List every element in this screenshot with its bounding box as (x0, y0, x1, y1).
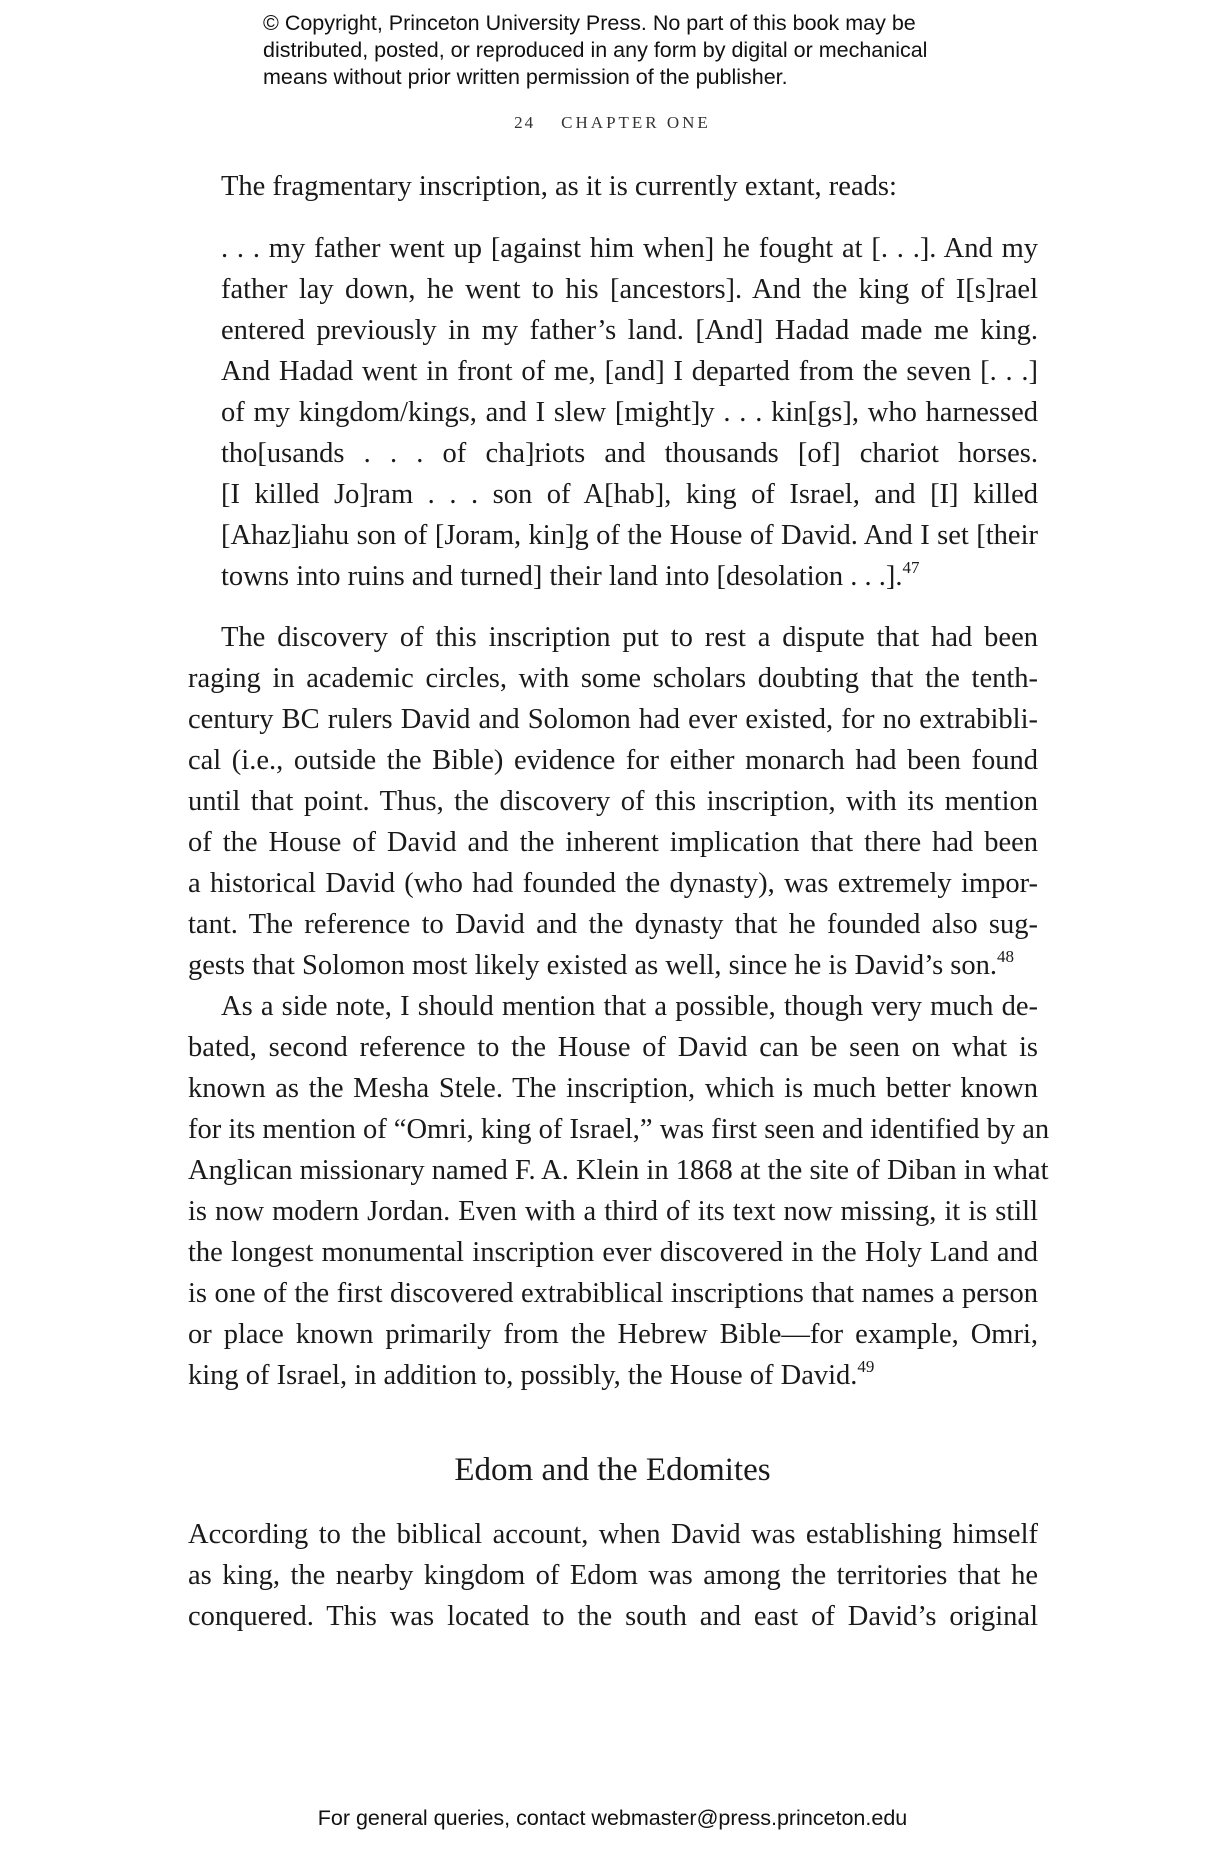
para-line: for its mention of “Omri, king of Israel,” was first seen and identified by an (188, 1114, 1050, 1145)
para-line: as king, the nearby kingdom of Edom was among the territories that he (188, 1560, 1038, 1591)
quote-line: [Ahaz]iahu son of [Joram, kin]g of the House of David. And I set [their (221, 520, 1038, 551)
para-line: raging in academic circles, with some scholars doubting that the tenth- (188, 663, 1038, 694)
quote-line: of my kingdom/kings, and I slew [might]y . . . kin[gs], who harnessed (221, 397, 1038, 428)
quote-line: [I killed Jo]ram . . . son of A[hab], king of Israel, and [I] killed (221, 479, 1038, 510)
para-line: cal (i.e., outside the Bible) evidence for either monarch had been found (188, 745, 1038, 776)
para-line: conquered. This was located to the south and east of David’s original (188, 1601, 1038, 1632)
copyright-line: © Copyright, Princeton University Press. No part of this book may be (263, 11, 916, 35)
para-line: Anglican missionary named F. A. Klein in 1868 at the site of Diban in what (188, 1155, 1049, 1186)
para-line: or place known primarily from the Hebrew Bible—for example, Omri, (188, 1319, 1038, 1350)
para-line: known as the Mesha Stele. The inscription, which is much better known (188, 1073, 1038, 1104)
quote-line: . . . my father went up [against him when] he fought at [. . .]. And my (221, 233, 1038, 264)
para-line: bated, second reference to the House of David can be seen on what is (188, 1032, 1038, 1063)
para-line: The discovery of this inscription put to rest a dispute that had been (221, 622, 1038, 653)
quote-line: And Hadad went in front of me, [and] I departed from the seven [. . .] (221, 356, 1038, 387)
para-line: king of Israel, in addition to, possibly, the House of David. (188, 1360, 858, 1391)
copyright-line: means without prior written permission of the publisher. (263, 65, 788, 89)
footer-contact: For general queries, contact webmaster@press.princeton.edu (317, 1806, 908, 1830)
para-line: century BC rulers David and Solomon had ever existed, for no extrabibli- (188, 704, 1038, 735)
section-heading: Edom and the Edomites (454, 1452, 771, 1488)
quote-line: father lay down, he went to his [ancestors]. And the king of I[s]rael (221, 274, 1038, 305)
para-line: is now modern Jordan. Even with a third of its text now missing, it is still (188, 1196, 1038, 1227)
block-quote (221, 228, 1038, 597)
para-line: tant. The reference to David and the dynasty that he founded also sug- (188, 909, 1038, 940)
running-head (0, 113, 1225, 133)
copyright-notice (263, 10, 1023, 91)
body-paragraph (188, 1514, 1038, 1637)
para-line: is one of the first discovered extrabiblical inscriptions that names a person (188, 1278, 1038, 1309)
quote-line: tho[usands . . . of cha]riots and thousands [of] chariot horses. (221, 438, 1038, 469)
quote-line-last (221, 556, 1038, 597)
para-line: As a side note, I should mention that a possible, though very much de- (221, 991, 1038, 1022)
footnote-ref[interactable]: 49 (857, 1357, 875, 1376)
quote-line: entered previously in my father’s land. [And] Hadad made me king. (221, 315, 1038, 346)
para-line-last (188, 1355, 1038, 1396)
para-line: until that point. Thus, the discovery of this inscription, with its mention (188, 786, 1038, 817)
para-line: gests that Solomon most likely existed as well, since he is David’s son. (188, 950, 998, 981)
page-number: 24 (514, 113, 536, 132)
lead-line: The fragmentary inscription, as it is currently extant, reads: (221, 171, 897, 202)
footnote-ref[interactable]: 47 (902, 558, 920, 577)
para-line-last (188, 945, 1038, 986)
chapter-title: CHAPTER ONE (561, 113, 711, 132)
quote-line: towns into ruins and turned] their land into [desolation . . .]. (221, 561, 903, 592)
para-line: According to the biblical account, when David was establishing himself (188, 1519, 1038, 1550)
body-paragraph (188, 617, 1050, 1396)
lead-paragraph (221, 166, 1038, 207)
para-line: of the House of David and the inherent implication that there had been (188, 827, 1038, 858)
copyright-line: distributed, posted, or reproduced in any form by digital or mechanical (263, 38, 928, 62)
para-line: a historical David (who had founded the dynasty), was extremely impor- (188, 868, 1038, 899)
para-line: the longest monumental inscription ever discovered in the Holy Land and (188, 1237, 1038, 1268)
footnote-ref[interactable]: 48 (997, 947, 1015, 966)
